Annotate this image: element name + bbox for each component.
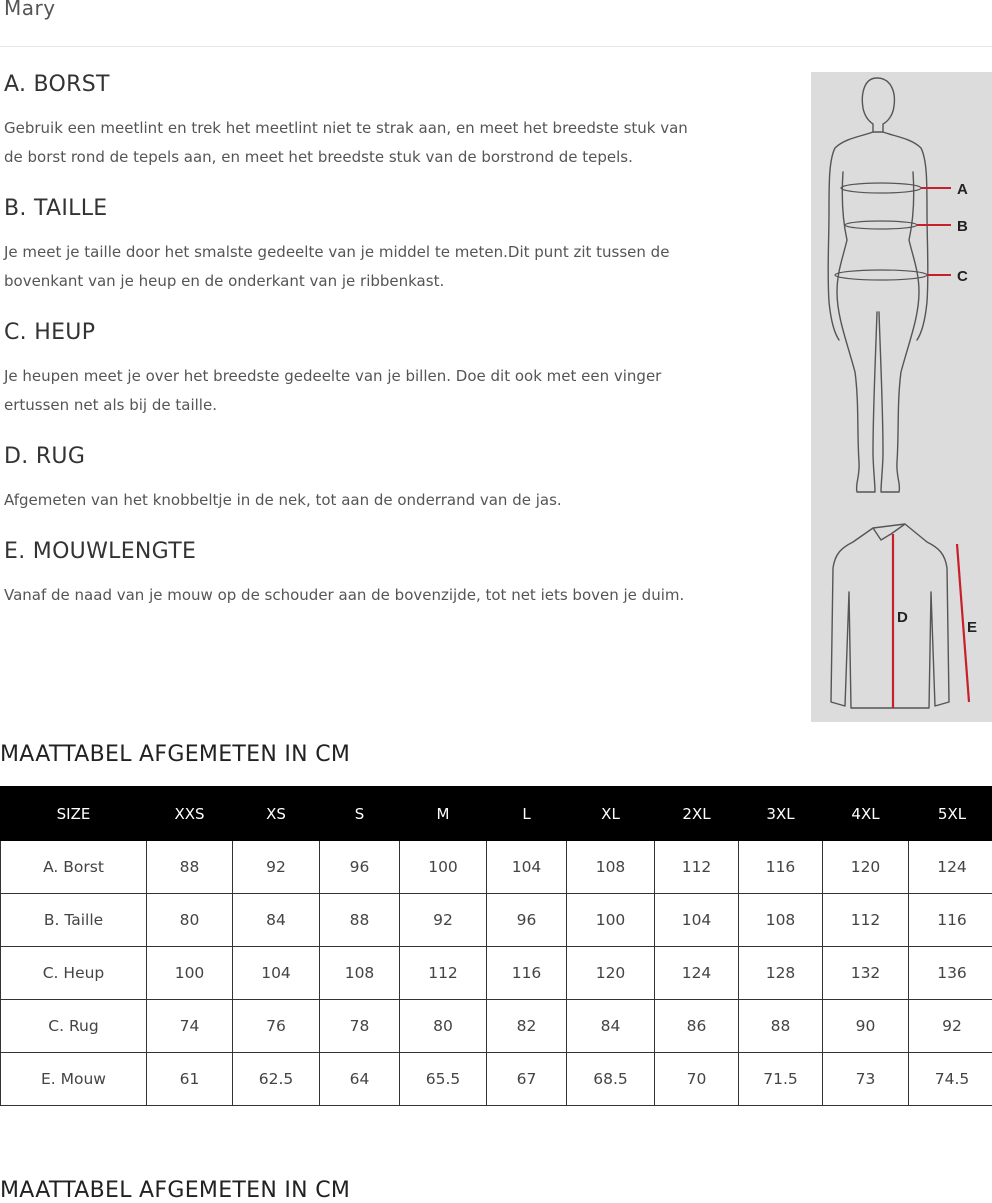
value-cell: 88	[147, 841, 233, 894]
section-heading-taille: B. TAILLE	[4, 196, 764, 221]
waist-measure-ring	[845, 221, 917, 229]
header-cell: 3XL	[739, 787, 823, 841]
header-cell: XL	[567, 787, 655, 841]
section-heading-mouwlengte: E. MOUWLENGTE	[4, 539, 764, 564]
value-cell: 73	[823, 1053, 909, 1106]
size-table	[0, 786, 992, 1106]
value-cell: 92	[233, 841, 320, 894]
value-cell: 96	[320, 841, 400, 894]
label-a: A	[957, 181, 968, 198]
value-cell: 120	[567, 947, 655, 1000]
value-cell: 100	[567, 894, 655, 947]
section-text-mouwlengte: Vanaf de naad van je mouw op de schouder aan de bovenzijde, tot net iets boven je duim.	[4, 581, 716, 610]
jacket-outline	[831, 524, 949, 708]
value-cell: 124	[909, 841, 992, 894]
header-cell: XS	[233, 787, 320, 841]
section-text-borst: Gebruik een meetlint en trek het meetlint niet te strak aan, en meet het breedste stuk van de borst rond de tepels aan, en meet het breedste stuk van de borstrond de tepels.	[4, 114, 704, 172]
value-cell: 68.5	[567, 1053, 655, 1106]
value-cell: 80	[147, 894, 233, 947]
value-cell: 136	[909, 947, 992, 1000]
size-table-title: MAATTABEL AFGEMETEN IN CM	[0, 742, 350, 767]
header-cell: S	[320, 787, 400, 841]
value-cell: 96	[487, 894, 567, 947]
label-d: D	[897, 609, 908, 626]
value-cell: 74.5	[909, 1053, 992, 1106]
figure-body-outline	[828, 132, 928, 340]
value-cell: 108	[567, 841, 655, 894]
value-cell: 78	[320, 1000, 400, 1053]
value-cell: 84	[233, 894, 320, 947]
value-cell: 104	[233, 947, 320, 1000]
hip-measure-ring	[835, 270, 927, 280]
value-cell: 84	[567, 1000, 655, 1053]
section-text-rug: Afgemeten van het knobbeltje in de nek, tot aan de onderrand van de jas.	[4, 486, 704, 515]
value-cell: 61	[147, 1053, 233, 1106]
label-e: E	[967, 619, 977, 636]
value-cell: 112	[400, 947, 487, 1000]
section-text-taille: Je meet je taille door het smalste gedeelte van je middel te meten.Dit punt zit tussen de bovenkant van je heup en de onderkant van je ribbenkast.	[4, 238, 684, 296]
value-cell: 82	[487, 1000, 567, 1053]
table-row	[1, 894, 992, 947]
figure-head-outline	[862, 78, 894, 132]
table-row	[1, 1000, 992, 1053]
section-heading-rug: D. RUG	[4, 444, 764, 469]
row-label-cell: E. Mouw	[1, 1053, 147, 1106]
header-cell: 4XL	[823, 787, 909, 841]
value-cell: 116	[487, 947, 567, 1000]
value-cell: 108	[739, 894, 823, 947]
row-label-cell: C. Rug	[1, 1000, 147, 1053]
chest-measure-ring	[841, 183, 921, 193]
value-cell: 80	[400, 1000, 487, 1053]
header-cell: SIZE	[1, 787, 147, 841]
value-cell: 62.5	[233, 1053, 320, 1106]
value-cell: 67	[487, 1053, 567, 1106]
product-title: Mary	[4, 0, 56, 20]
row-label-cell: C. Heup	[1, 947, 147, 1000]
value-cell: 100	[147, 947, 233, 1000]
measurement-illustration	[811, 72, 992, 722]
value-cell: 88	[320, 894, 400, 947]
value-cell: 128	[739, 947, 823, 1000]
value-cell: 74	[147, 1000, 233, 1053]
table-row	[1, 841, 992, 894]
figure-torso-outline	[837, 172, 919, 492]
table-row	[1, 1053, 992, 1106]
value-cell: 65.5	[400, 1053, 487, 1106]
value-cell: 132	[823, 947, 909, 1000]
value-cell: 124	[655, 947, 739, 1000]
header-cell: M	[400, 787, 487, 841]
value-cell: 64	[320, 1053, 400, 1106]
row-label-cell: A. Borst	[1, 841, 147, 894]
value-cell: 116	[739, 841, 823, 894]
section-text-heup: Je heupen meet je over het breedste gedeelte van je billen. Doe dit ook met een vinger ertussen net als bij de taille.	[4, 362, 694, 420]
value-cell: 104	[655, 894, 739, 947]
row-label-cell: B. Taille	[1, 894, 147, 947]
label-b: B	[957, 218, 968, 235]
value-cell: 112	[655, 841, 739, 894]
value-cell: 100	[400, 841, 487, 894]
label-c: C	[957, 268, 968, 285]
value-cell: 116	[909, 894, 992, 947]
value-cell: 76	[233, 1000, 320, 1053]
value-cell: 108	[320, 947, 400, 1000]
size-table-header-row	[1, 787, 992, 841]
value-cell: 92	[909, 1000, 992, 1053]
value-cell: 71.5	[739, 1053, 823, 1106]
body-jacket-diagram	[811, 72, 992, 722]
value-cell: 92	[400, 894, 487, 947]
top-divider	[0, 46, 992, 47]
value-cell: 90	[823, 1000, 909, 1053]
value-cell: 120	[823, 841, 909, 894]
size-table-title-repeat: MAATTABEL AFGEMETEN IN CM	[0, 1178, 350, 1203]
value-cell: 70	[655, 1053, 739, 1106]
table-row	[1, 947, 992, 1000]
header-cell: L	[487, 787, 567, 841]
section-heading-heup: C. HEUP	[4, 320, 764, 345]
value-cell: 88	[739, 1000, 823, 1053]
header-cell: 2XL	[655, 787, 739, 841]
section-heading-borst: A. BORST	[4, 72, 764, 97]
value-cell: 104	[487, 841, 567, 894]
header-cell: 5XL	[909, 787, 992, 841]
measurement-instructions	[4, 72, 764, 610]
value-cell: 112	[823, 894, 909, 947]
header-cell: XXS	[147, 787, 233, 841]
value-cell: 86	[655, 1000, 739, 1053]
